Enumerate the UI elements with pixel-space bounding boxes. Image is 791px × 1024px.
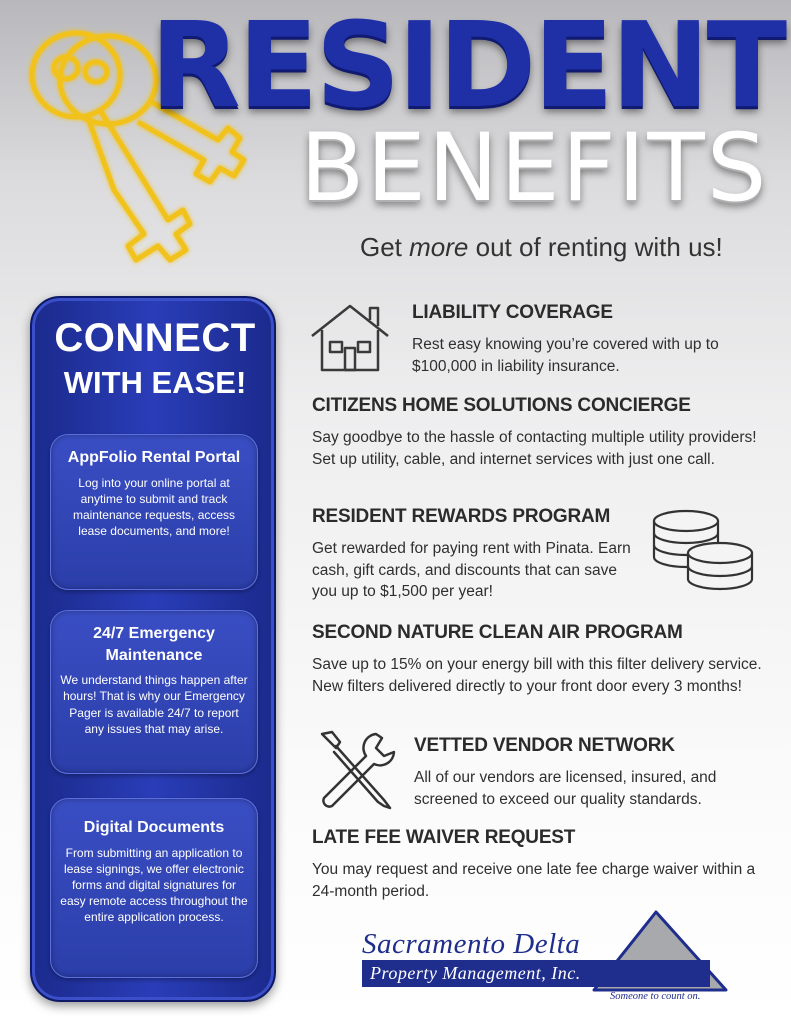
heading-clean-air: SECOND NATURE CLEAN AIR PROGRAM: [312, 622, 683, 643]
title-benefits: BENEFITS: [300, 114, 769, 223]
coins-icon: [648, 505, 758, 595]
heading-late-fee: LATE FEE WAIVER REQUEST: [312, 827, 576, 848]
heading-concierge: CITIZENS HOME SOLUTIONS CONCIERGE: [312, 395, 691, 416]
card-title: 24/7 Emergency Maintenance: [93, 625, 215, 664]
body-late-fee: You may request and receive one late fee charge waiver within a 24-month period.: [312, 861, 756, 900]
body-liability: Rest easy knowing you’re covered with up to $100,000 in liability insurance.: [412, 336, 719, 375]
tagline: Get more out of renting with us!: [360, 232, 723, 262]
connect-panel: [30, 296, 276, 1002]
card-appfolio: [50, 434, 258, 590]
logo-subtitle: Property Management, Inc.: [370, 963, 581, 983]
card-body: We understand things happen after hours! That is why our Emergency Pager is available 24/7 to report any issues that may arise.: [60, 673, 248, 736]
body-concierge: Say goodbye to the hassle of contacting multiple utility providers! Set up utility, cable, and internet services with just one call.: [312, 429, 757, 468]
title-resident: RESIDENT: [150, 0, 785, 134]
body-clean-air: Save up to 15% on your energy bill with this filter delivery service. New filters delivered directly to your front door every 3 months!: [312, 656, 762, 695]
body-vendor: All of our vendors are licensed, insured, and screened to exceed our quality standards.: [414, 769, 717, 808]
body-rewards: Get rewarded for paying rent with Pinata. Earn cash, gift cards, and discounts that can save you up to $1,500 per year!: [312, 540, 631, 601]
tools-icon: [314, 728, 396, 812]
card-body: Log into your online portal at anytime to submit and track maintenance requests, access lease documents, and more!: [72, 475, 236, 539]
heading-vendor: VETTED VENDOR NETWORK: [414, 735, 675, 756]
heading-liability: LIABILITY COVERAGE: [412, 302, 613, 323]
card-title: AppFolio Rental Portal: [67, 449, 241, 466]
heading-rewards: RESIDENT REWARDS PROGRAM: [312, 506, 611, 527]
house-icon: [308, 300, 392, 376]
card-digital: [50, 798, 258, 978]
card-emergency: [50, 610, 258, 774]
panel-title: CONNECT WITH EASE!: [54, 316, 256, 400]
logo-tagline: Someone to count on.: [610, 991, 701, 1002]
card-body: From submitting an application to lease signings, we offer electronic forms and digital signatures for easy remote access throughout the entire application process.: [60, 845, 248, 925]
card-title: Digital Documents: [83, 819, 225, 836]
logo-name: Sacramento Delta: [362, 928, 581, 960]
